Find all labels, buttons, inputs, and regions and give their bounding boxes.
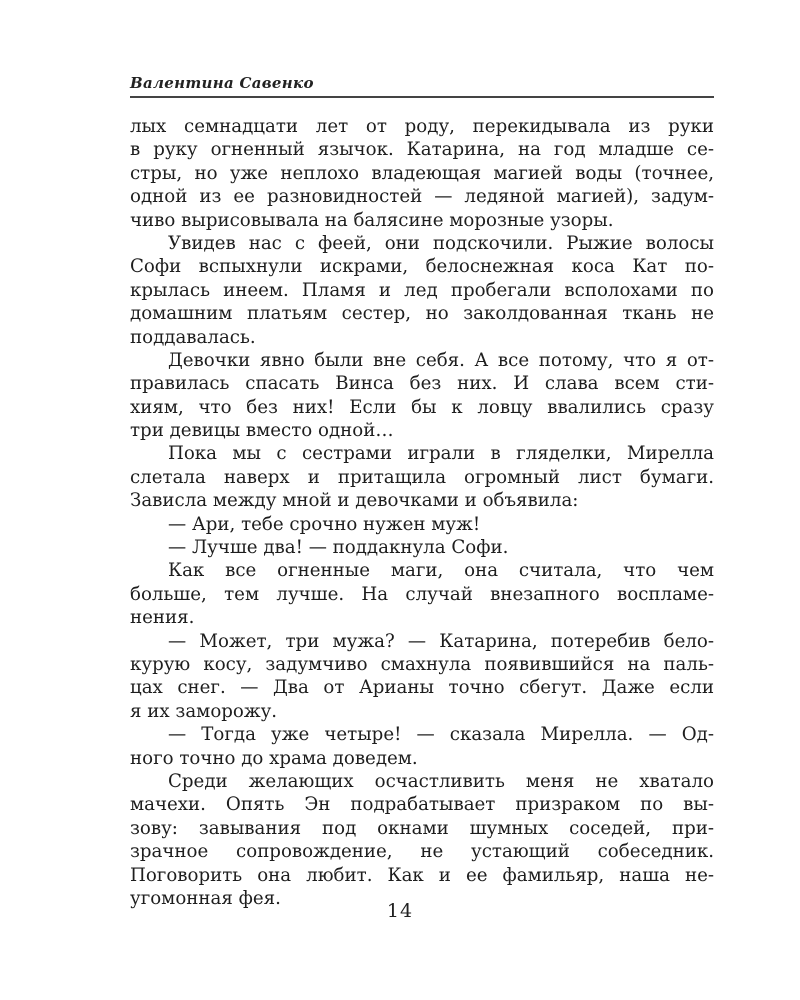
text-line: — Тогда уже четыре! — сказала Мирелла. — Од- <box>168 724 714 746</box>
text-line: больше, тем лучше. На случай внезапного воспламе- <box>130 583 714 605</box>
header-rule <box>130 96 714 98</box>
text-line: хиям, что без них! Если бы к ловцу ввалились сразу <box>130 396 714 418</box>
text-line: Зависла между мной и девочками и объявила: <box>130 490 579 512</box>
text-line: Пока мы с сестрами играли в гляделки, Мирелла <box>168 443 714 465</box>
text-line: в руку огненный язычок. Катарина, на год младше се- <box>130 139 714 161</box>
text-line: чиво вырисовывала на балясине морозные узоры. <box>130 209 614 231</box>
text-line: Увидев нас с феей, они подскочили. Рыжие волосы <box>168 232 714 254</box>
text-line: Среди желающих осчастливить меня не хватало <box>168 770 714 792</box>
text-line: я их заморожу. <box>130 700 278 722</box>
text-line: крылась инеем. Пламя и лед пробегали всполохами по <box>130 279 714 301</box>
text-line: — Лучше два! — поддакнула Софи. <box>168 537 509 559</box>
text-line: Софи вспыхнули искрами, белоснежная коса Кат по- <box>130 256 714 278</box>
text-line: — Может, три мужа? — Катарина, потеребив бело- <box>168 630 714 652</box>
text-line: — Ари, тебе срочно нужен муж! <box>168 513 481 535</box>
text-line: правилась спасать Винса без них. И слава всем сти- <box>130 373 714 395</box>
text-line: нения. <box>130 607 195 629</box>
text-line: Поговорить она любит. Как и ее фамильяр, наша не- <box>130 864 714 886</box>
text-line: три девицы вместо одной… <box>130 420 394 442</box>
text-line: зрачное сопровождение, не устающий собеседник. <box>130 841 714 863</box>
text-line: поддавалась. <box>130 326 256 348</box>
text-line: слетала наверх и притащила огромный лист бумаги. <box>130 466 714 488</box>
text-line: зову: завывания под окнами шумных соседей, при- <box>130 817 714 839</box>
page-number: 14 <box>386 900 414 922</box>
text-line: цах снег. — Два от Арианы точно сбегут. Даже если <box>130 677 714 699</box>
text-line: Как все огненные маги, она считала, что чем <box>168 560 714 582</box>
text-line: ного точно до храма доведем. <box>130 747 418 769</box>
body-text <box>130 115 714 910</box>
text-line: мачехи. Опять Эн подрабатывает призраком по вы- <box>130 794 714 816</box>
running-head-author: Валентина Савенко <box>130 74 314 92</box>
text-line: лых семнадцати лет от роду, перекидывала из руки <box>130 116 714 137</box>
text-line: Девочки явно были вне себя. А все потому, что я от- <box>168 349 714 371</box>
text-line: домашним платьям сестер, но заколдованная ткань не <box>130 303 714 325</box>
text-line: одной из ее разновидностей — ледяной магией), задум- <box>130 186 714 208</box>
text-line: стры, но уже неплохо владеющая магией воды (точнее, <box>130 162 714 184</box>
text-line: курую косу, задумчиво смахнула появившийся на паль- <box>130 653 714 675</box>
text-line: угомонная фея. <box>130 887 281 909</box>
